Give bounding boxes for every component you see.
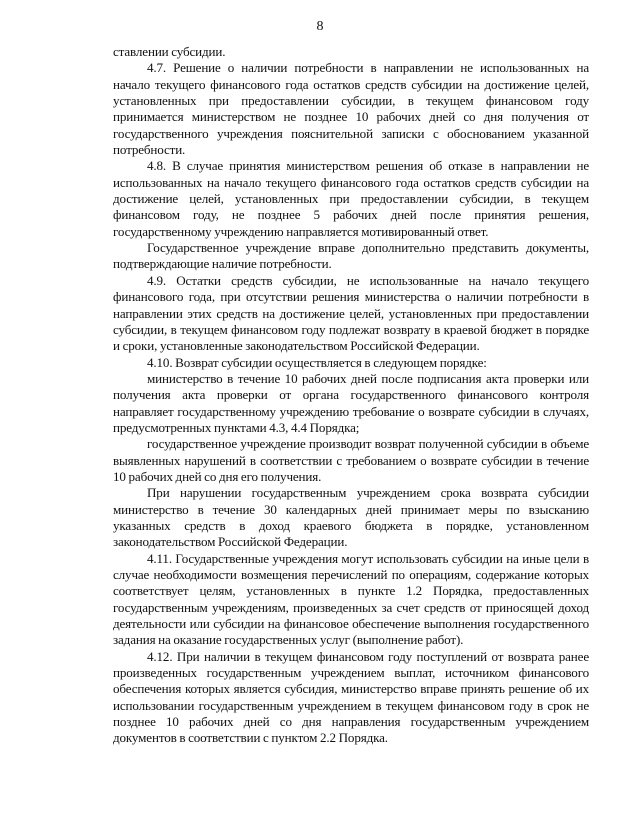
paragraph-ministry-requirement: министерство в течение 10 рабочих дней после подписания акта проверки или получения акта проверки от органа государственного финансового контроля направляет государственному учреждению требование о возврате субсидии в случаях, предусмотренных пунктами 4.3, 4.4 Порядка; xyxy=(113,370,589,435)
paragraph-institution-return: государственное учреждение производит возврат полученной субсидии в объеме выявленных нарушений в соответствии с требованием о возврате субсидии в течение 10 рабочих дней со дня его получения. xyxy=(113,436,589,484)
document-body xyxy=(113,44,589,747)
paragraph-4-12: 4.12. При наличии в текущем финансовом году поступлений от возврата ранее произведенных государственным учреждением выплат, источником финансового обеспечения которых является субсидия, министерство вправе принять решение об их использовании государственным учреждением в текущем финансовом году в срок не позднее 10 рабочих дней со дня направления государственным учреждением документов в соответствии с пунктом 2.2 Порядка. xyxy=(113,648,589,746)
paragraph-4-10: 4.10. Возврат субсидии осуществляется в следующем порядке: xyxy=(147,354,487,370)
paragraph-continuation: ставлении субсидии. xyxy=(113,44,226,59)
paragraph-additional-documents: Государственное учреждение вправе дополнительно представить документы, подтверждающие наличие потребности. xyxy=(113,240,589,272)
paragraph-4-11: 4.11. Государственные учреждения могут использовать субсидии на иные цели в случае необходимости возмещения перечислений по операциям, содержание которых соответствует целям, установленных в пункте 1.2 Порядка, предоставленных государственным учреждениям, произведенных за счет средств от приносящей доход деятельности или субсидии на финансовое обеспечение выполнения государственного задания на оказание государственных услуг (выполнение работ). xyxy=(113,550,589,648)
paragraph-violation-deadline: При нарушении государственным учреждением срока возврата субсидии министерство в течение 30 календарных дней принимает меры по взысканию указанных средств в доход краевого бюджета в порядке, установленном законодательством Российской Федерации. xyxy=(113,485,589,550)
paragraph-4-9: 4.9. Остатки средств субсидии, не использованные на начало текущего финансового года, при отсутствии решения министерства о наличии потребности в направлении этих средств на достижение целей, установленных при предоставлении субсидии, в текущем финансовом году подлежат возврату в краевой бюджет в порядке и сроки, установленные законодательством Российской Федерации. xyxy=(113,272,589,354)
paragraph-4-8: 4.8. В случае принятия министерством решения об отказе в направлении не использованных на начало текущего финансового года остатков средств субсидии на достижение целей, установленных при предоставлении субсидии, в текущем финансовом году, не позднее 5 рабочих дней после принятия решения, государственному учреждению направляется мотивированный ответ. xyxy=(113,158,589,239)
page-number: 8 xyxy=(316,19,324,34)
paragraph-4-7: 4.7. Решение о наличии потребности в направлении не использованных на начало текущего финансового года остатков средств субсидии на достижение целей, установленных при предоставлении субсидии, в текущем финансовом году принимается министерством не позднее 10 рабочих дней со дня получения от государственного учреждения пояснительной записки с обоснованием указанной потребности. xyxy=(113,60,589,158)
